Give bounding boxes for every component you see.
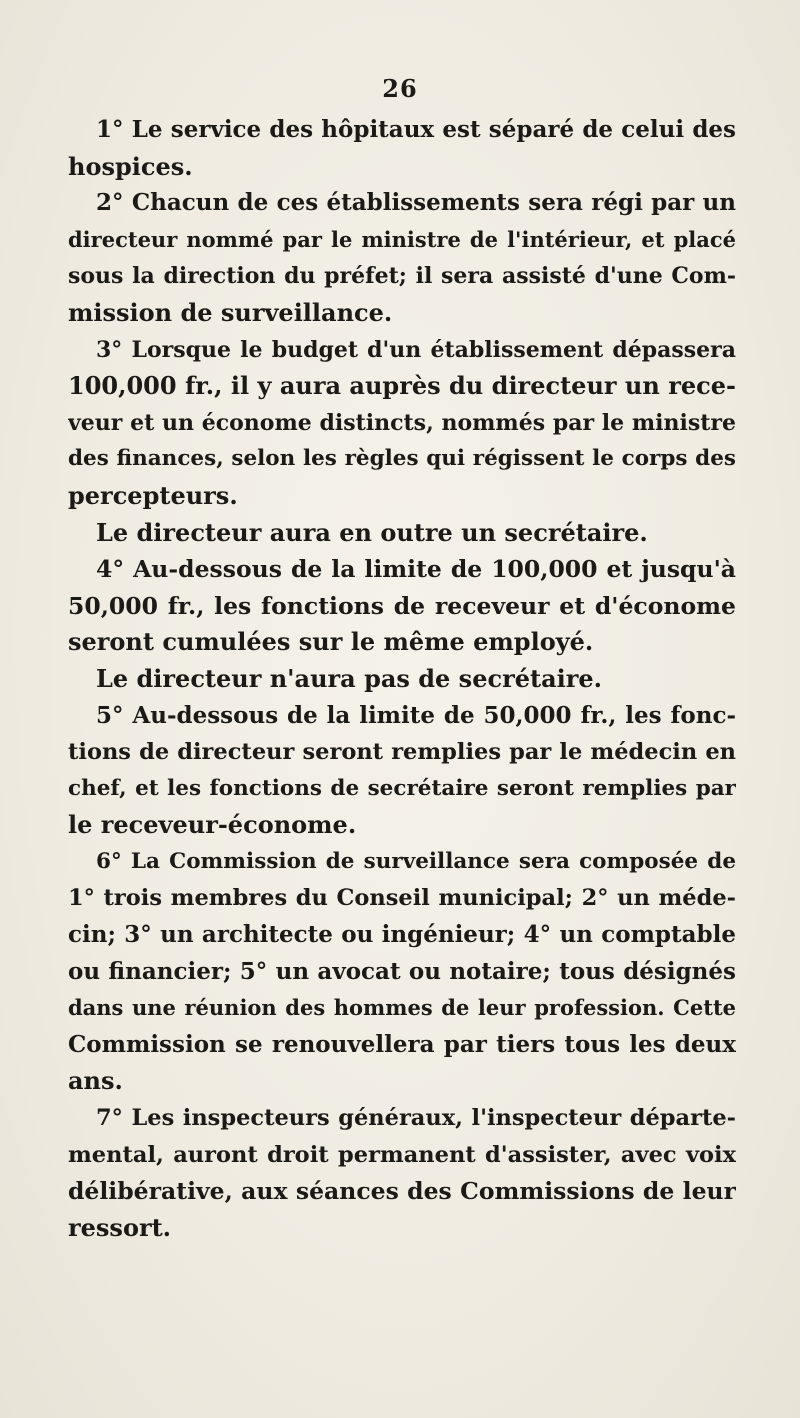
text-line: 1° trois membres du Conseil municipal; 2° un méde- bbox=[68, 885, 736, 912]
text-line: 5° Au-dessous de la limite de 50,000 fr., les fonc- bbox=[96, 701, 736, 729]
text-line: 100,000 fr., il y aura auprès du directeur un rece- bbox=[68, 371, 736, 401]
text-line: 6° La Commission de surveillance sera composée de bbox=[96, 848, 736, 874]
text-line: directeur nommé par le ministre de l'intérieur, et placé bbox=[68, 226, 736, 252]
text-line: ou financier; 5° un avocat ou notaire; tous désignés bbox=[68, 957, 736, 985]
text-line: cin; 3° un architecte ou ingénieur; 4° un comptable bbox=[68, 921, 736, 949]
text-line: ressort. bbox=[68, 1212, 172, 1242]
text-line: hospices. bbox=[68, 151, 193, 181]
text-line: veur et un économe distincts, nommés par le ministre bbox=[68, 409, 736, 436]
page-body-text bbox=[68, 112, 736, 1246]
text-line: 1° Le service des hôpitaux est séparé de celui des bbox=[96, 116, 736, 143]
text-line: Le directeur n'aura pas de secrétaire. bbox=[96, 663, 603, 693]
text-line: chef, et les fonctions de secrétaire seront remplies par bbox=[68, 775, 736, 801]
text-line: des finances, selon les règles qui régissent le corps des bbox=[68, 446, 736, 472]
page-number: 26 bbox=[382, 74, 418, 103]
text-line: mission de surveillance. bbox=[68, 297, 393, 327]
text-line: 2° Chacun de ces établissements sera régi par un bbox=[96, 189, 736, 217]
text-line: le receveur-économe. bbox=[68, 810, 357, 840]
text-line: Le directeur aura en outre un secrétaire. bbox=[96, 517, 648, 547]
text-line: 50,000 fr., les fonctions de receveur et d'économe bbox=[68, 591, 736, 620]
text-line: 4° Au-dessous de la limite de 100,000 et jusqu'à bbox=[96, 555, 736, 584]
text-line: 3° Lorsque le budget d'un établissement dépassera bbox=[96, 336, 736, 363]
text-line: délibérative, aux séances des Commissions de leur bbox=[68, 1177, 736, 1206]
text-line: sous la direction du préfet; il sera assisté d'une Com- bbox=[68, 263, 736, 290]
text-line: seront cumulées sur le même employé. bbox=[68, 627, 594, 657]
text-line: ans. bbox=[68, 1066, 123, 1096]
text-line: 7° Les inspecteurs généraux, l'inspecteur départe- bbox=[96, 1105, 736, 1132]
text-line: percepteurs. bbox=[68, 480, 238, 510]
text-line: dans une réunion des hommes de leur profession. Cette bbox=[68, 995, 736, 1021]
text-line: tions de directeur seront remplies par le médecin en bbox=[68, 739, 736, 766]
text-line: mental, auront droit permanent d'assister, avec voix bbox=[68, 1141, 736, 1168]
text-line: Commission se renouvellera par tiers tous les deux bbox=[68, 1030, 736, 1058]
